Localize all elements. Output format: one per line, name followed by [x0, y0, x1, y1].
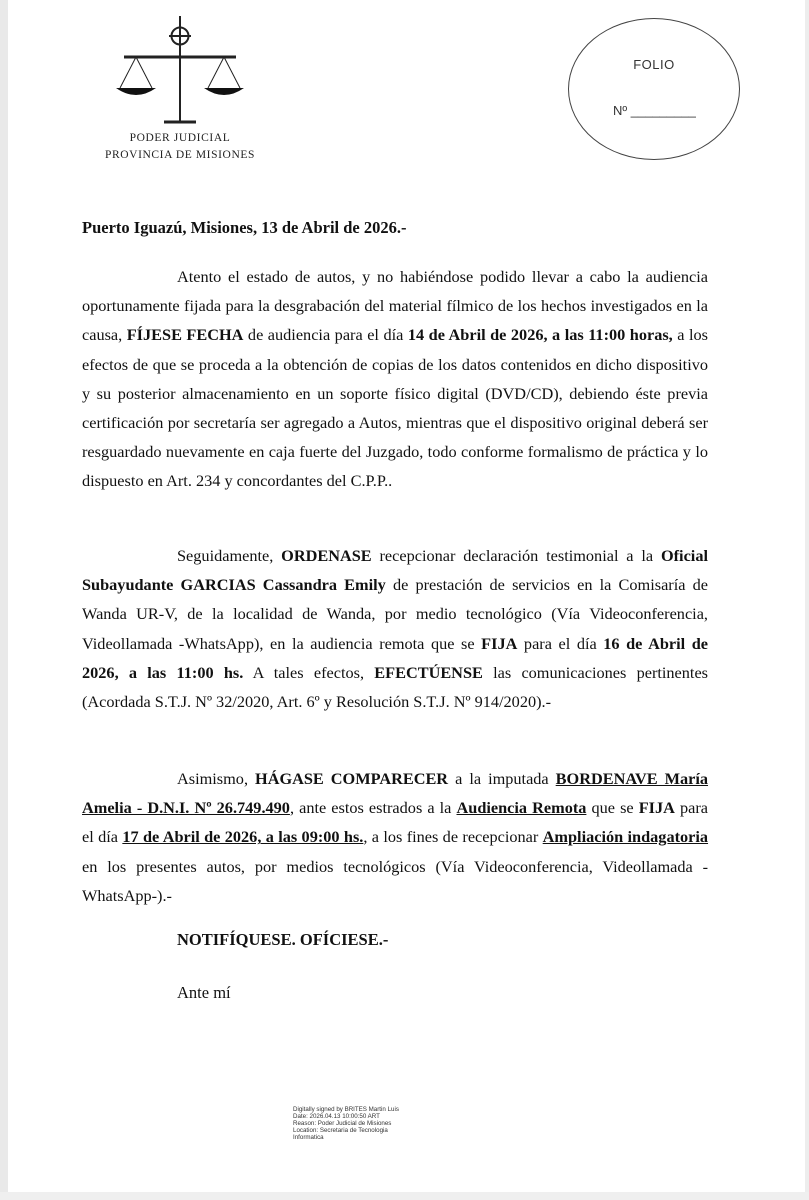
- scales-of-justice-icon: [112, 10, 248, 128]
- p2-bold-date: 16 de Abril de 2026, a las 11:00 hs.: [82, 633, 709, 682]
- p3-text-c: a la imputada: [448, 769, 556, 788]
- page-bottom-edge: [0, 1192, 809, 1200]
- p3-text-e: , ante estos estrados a la: [289, 798, 457, 818]
- p2-bold-fija: FIJA: [481, 633, 518, 653]
- p2-text-e: de prestación de servicios en la Comisaría de Wanda UR-V, de la localidad de Wanda, por medio tecnológico (Vía Videoconferencia, Videollamada -WhatsApp), en la audiencia remota que se: [82, 575, 709, 653]
- p3-text-m: en los presentes autos, por medios tecnológicos (Vía Videoconferencia, Videollamada -WhatsApp-).-: [82, 856, 708, 905]
- p2-text-a: Seguidamente,: [177, 546, 282, 565]
- judicial-seal: [100, 10, 260, 160]
- p2-text-g: para el día: [517, 633, 604, 653]
- signature-line-3: Reason: Poder Judicial de Misiones: [293, 1120, 392, 1128]
- p2-text-k: las comunicaciones pertinentes (Acordada S.T.J. Nº 32/2020, Art. 6º y Resolución S.T.J. Nº 914/2020).-: [82, 662, 709, 712]
- p3-text-k: , a los fines de recepcionar: [363, 827, 543, 847]
- signature-line-4: Location: Secretaria de Tecnologia: [293, 1127, 388, 1135]
- notify-line: NOTIFÍQUESE. OFÍCIESE.-: [177, 930, 389, 949]
- digital-signature-block: [293, 1106, 433, 1141]
- folio-stamp: [568, 18, 740, 160]
- p2-text-c: recepcionar declaración testimonial a la: [371, 546, 661, 565]
- p1-text-c: de audiencia para el día: [243, 325, 408, 345]
- signature-line-2: Date: 2026.04.13 10:00:50 ART: [293, 1113, 380, 1121]
- signature-line-1: Digitally signed by BRITES Martin Luis: [293, 1106, 399, 1113]
- p3-text-a: Asimismo,: [177, 769, 256, 788]
- p3-text-i: para el día: [82, 798, 709, 847]
- folio-number-label: Nº: [613, 103, 628, 118]
- p1-bold-date: 14 de Abril de 2026, a las 11:00 horas,: [407, 325, 673, 345]
- p1-bold-fijese: FÍJESE FECHA: [126, 325, 244, 345]
- p1-text-e: a los efectos de que se proceda a la obtención de copias de los datos contenidos en dicho dispositivo y su posterior almacenamiento en un soporte físico digital (DVD/CD), debiendo éste previa certificación por secretaría ser agregado a Autos, mientras que el dispositivo original deberá ser resguardado nuevamente en caja fuerte del Juzgado, todo conforme formalismo de práctica y lo dispuesto en Art. 234 y concordantes del C.P.P..: [82, 325, 709, 491]
- p3-bold-ampliacion: Ampliación indagatoria: [542, 827, 709, 847]
- p2-bold-officer: Oficial Subayudante GARCIAS Cassandra Emily: [82, 546, 708, 595]
- folio-title: FOLIO: [633, 57, 675, 72]
- page-right-edge: [805, 0, 809, 1200]
- signature-line-5: Informatica: [293, 1134, 324, 1142]
- folio-number-line: _________: [630, 103, 696, 118]
- date-line: Puerto Iguazú, Misiones, 13 de Abril de 2026.-: [82, 218, 407, 237]
- ante-mi: Ante mí: [177, 983, 231, 1002]
- seal-line-2: PROVINCIA DE MISIONES: [105, 149, 255, 161]
- p1-text-a: Atento el estado de autos, y no habiéndose podido llevar a cabo la audiencia oportunamente fijada para la desgrabación del material fílmico de los hechos investigados en la causa,: [82, 267, 708, 345]
- p3-text-g: que se: [586, 798, 639, 818]
- folio-number-field: [613, 103, 696, 118]
- p2-bold-ordenase: ORDENASE: [281, 546, 372, 565]
- page-left-edge: [0, 0, 8, 1200]
- p3-bold-comparecer: HÁGASE COMPARECER: [255, 769, 449, 788]
- paragraph-testimony: [82, 541, 708, 716]
- p2-bold-efectuense: EFECTÚENSE: [374, 662, 483, 682]
- paragraph-hearing-date: [82, 262, 708, 496]
- p3-bold-defendant: BORDENAVE María Amelia - D.N.I. Nº 26.749.490: [82, 769, 709, 818]
- p3-bold-remote-hearing: Audiencia Remota: [456, 798, 587, 818]
- seal-line-1: PODER JUDICIAL: [129, 132, 231, 144]
- p3-bold-fija: FIJA: [638, 798, 675, 818]
- p3-bold-date: 17 de Abril de 2026, a las 09:00 hs.: [122, 827, 364, 847]
- p2-text-i: A tales efectos,: [243, 662, 375, 682]
- paragraph-appearance: [82, 764, 708, 910]
